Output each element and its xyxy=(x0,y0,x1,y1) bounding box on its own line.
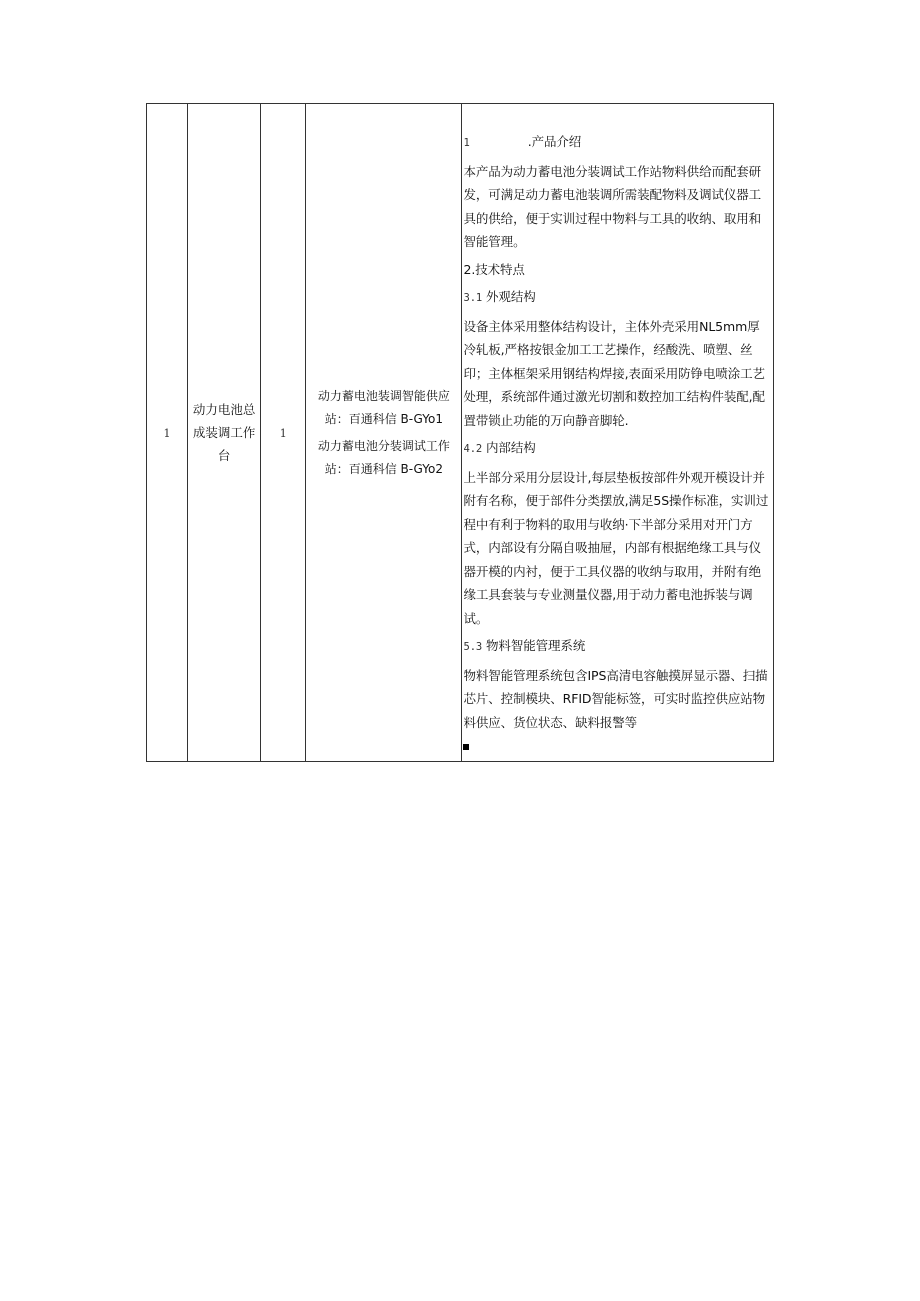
intro-text: 本产品为动力蓄电池分装调试工作站物料供给而配套研发，可满足动力蓄电池装调所需装配物料及调试仪器工具的供给，便于实训过程中物料与工具的收纳、取用和智能管理。 xyxy=(463,163,762,249)
table-row xyxy=(147,104,774,762)
index-cell xyxy=(147,104,188,762)
name-cell xyxy=(188,104,261,762)
description-cell xyxy=(462,104,774,762)
name-line-1: 动力电池总 xyxy=(192,402,256,417)
section-4-2-number: 4.2 xyxy=(463,443,483,455)
section-3-1-number: 3.1 xyxy=(463,292,483,304)
bullet-square-icon xyxy=(463,744,469,750)
section-4-2-text: 上半部分采用分层设计,每层垫板按部件外观开模设计并附有名称，便于部件分类摆放,满足5S操作标准，实训过程中有利于物料的取用与收纳·下半部分采用对开门方式，内部设有分隔自吸抽屉，内部有根据绝缘工具与仪器开模的内衬，便于工具仪器的收纳与取用，并附有绝缘工具套装与专业测量仪器,用于动力蓄电池拆装与调试。 xyxy=(463,469,769,626)
section-5-3-text: 物料智能管理系统包含IPS高清电容触摸屏显示器、扫描芯片、控制模块、RFID智能标签，可实时监控供应站物料供应、货位状态、缺料报警等 xyxy=(463,667,768,730)
intro-title: .产品介绍 xyxy=(527,134,582,149)
intro-number: 1 xyxy=(463,137,470,149)
section-4-2-title: 内部结构 xyxy=(486,440,536,455)
section-3-1-title: 外观结构 xyxy=(486,289,536,304)
model-entry-2 xyxy=(306,435,461,481)
section-3-1-heading xyxy=(463,285,771,311)
name-line-3: 台 xyxy=(217,448,231,463)
section-5-3-number: 5.3 xyxy=(463,641,483,653)
model-1-line-1: 动力蓄电池装调智能供应 xyxy=(317,388,450,403)
intro-heading xyxy=(463,130,771,156)
name-line-2: 成装调工作 xyxy=(192,425,256,440)
model-cell xyxy=(306,104,462,762)
model-1-line-2: 站：百通科信 B-GYo1 xyxy=(324,411,443,426)
equipment-table xyxy=(146,103,774,762)
quantity-cell xyxy=(261,104,306,762)
section-3-1-text: 设备主体采用整体结构设计，主体外壳采用NL5mm厚冷轧板,严格按银金加工工艺操作，经酸洗、喷塑、丝印；主体框架采用钢结构焊接,表面采用防铮电喷涂工艺处理，系统部件通过激光切割和数控加工结构件装配,配置带锁止功能的万向静音脚轮. xyxy=(463,318,765,428)
quantity: 1 xyxy=(279,426,287,440)
model-2-line-1: 动力蓄电池分装调试工作 xyxy=(317,438,450,453)
section-5-3-title: 物料智能管理系统 xyxy=(486,638,586,653)
section-5-3-heading xyxy=(463,634,771,660)
section-4-2-heading xyxy=(463,436,771,462)
model-2-line-2: 站：百通科信 B-GYo2 xyxy=(324,461,443,476)
features-heading: 2.技术特点 xyxy=(463,261,525,277)
row-index: 1 xyxy=(163,426,171,440)
model-entry-1 xyxy=(306,385,461,431)
